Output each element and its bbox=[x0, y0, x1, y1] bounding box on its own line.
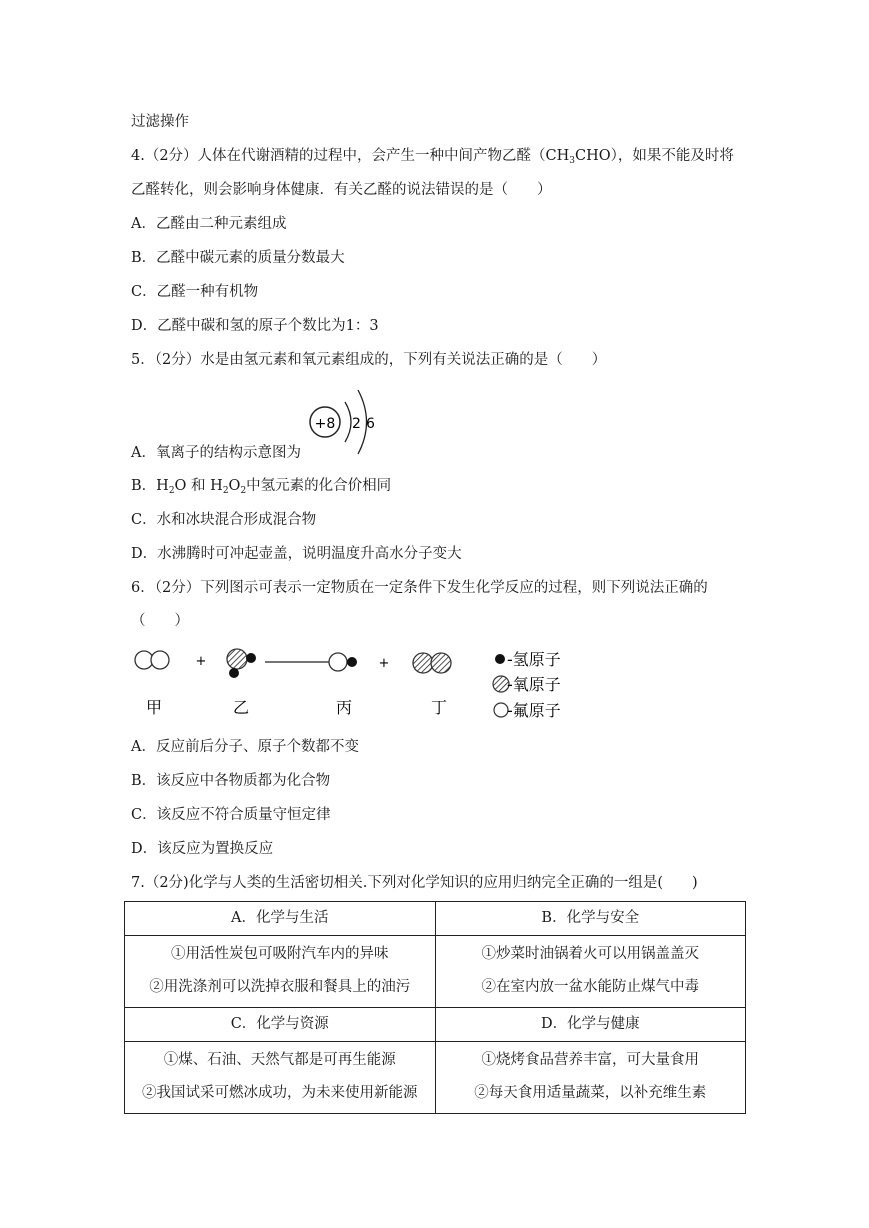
label-bing: 丙 bbox=[335, 698, 353, 717]
q4-stem-line2: 乙醛转化，则会影响身体健康．有关乙醛的说法错误的是（ ） bbox=[131, 182, 552, 198]
cell-c-header: C．化学与资源 bbox=[125, 1008, 436, 1042]
plus-sign-1: + bbox=[195, 654, 207, 669]
q6-stem-line2: （ ） bbox=[131, 613, 189, 629]
legend bbox=[493, 650, 561, 720]
table-row bbox=[125, 936, 746, 1008]
q6-stem-line1: 6．（2分）下列图示可表示一定物质在一定条件下发生化学反应的过程，则下列说法正确的 bbox=[131, 580, 708, 596]
reaction-diagram bbox=[128, 643, 588, 731]
q6-option-b: B．该反应中各物质都为化合物 bbox=[131, 773, 331, 789]
cell-b-header: B．化学与安全 bbox=[435, 902, 746, 936]
q4-option-d: D．乙醛中碳和氢的原子个数比为1：3 bbox=[131, 318, 379, 334]
cell-d-item-1: ①烧烤食品营养丰富，可大量食用 bbox=[481, 1052, 699, 1068]
molecule-bing bbox=[329, 653, 357, 671]
table-row bbox=[125, 1008, 746, 1042]
q5-option-a: A．氧离子的结构示意图为 bbox=[131, 445, 301, 461]
knowledge-table bbox=[124, 901, 746, 1114]
cell-d-header: D．化学与健康 bbox=[435, 1008, 746, 1042]
legend-hydrogen: -氢原子 bbox=[507, 650, 561, 669]
q6-option-c: C．该反应不符合质量守恒定律 bbox=[131, 807, 331, 823]
legend-fluorine-symbol bbox=[494, 703, 508, 717]
q5-option-d: D．水沸腾时可冲起壶盖，说明温度升高水分子变大 bbox=[131, 546, 462, 562]
shell1-electrons: 2 bbox=[352, 416, 361, 432]
q6-option-d: D．该反应为置换反应 bbox=[131, 841, 274, 857]
molecule-yi bbox=[227, 649, 256, 678]
cell-a-header: A．化学与生活 bbox=[125, 902, 436, 936]
table-row bbox=[125, 1042, 746, 1114]
cell-a-item-2: ②用洗涤剂可以洗掉衣服和餐具上的油污 bbox=[149, 979, 411, 995]
plus-sign-2: + bbox=[378, 656, 390, 671]
q7-stem: 7.（2分)化学与人类的生活密切相关.下列对化学知识的应用归纳完全正确的一组是( ) bbox=[131, 875, 698, 891]
q4-option-b: B．乙醛中碳元素的质量分数最大 bbox=[131, 250, 345, 266]
q5-stem: 5．（2分）水是由氢元素和氧元素组成的，下列有关说法正确的是（ ） bbox=[131, 352, 607, 368]
table-row bbox=[125, 902, 746, 936]
cell-d-body bbox=[435, 1042, 746, 1114]
legend-oxygen: -氧原子 bbox=[507, 675, 561, 694]
cell-b-body bbox=[435, 936, 746, 1008]
oxygen-ion-structure-diagram bbox=[305, 382, 385, 462]
label-jia: 甲 bbox=[145, 698, 163, 717]
cell-c-item-2: ②我国试采可燃冰成功，为未来使用新能源 bbox=[142, 1085, 418, 1101]
q6-option-a: A．反应前后分子、原子个数都不变 bbox=[131, 739, 359, 755]
cell-d-item-2: ②每天食用适量蔬菜，以补充维生素 bbox=[474, 1085, 707, 1101]
legend-fluorine: -氟原子 bbox=[507, 701, 561, 720]
q5-option-c: C．水和冰块混合形成混合物 bbox=[131, 512, 317, 528]
label-yi: 乙 bbox=[232, 698, 250, 717]
cell-b-item-2: ②在室内放一盆水能防止煤气中毒 bbox=[481, 979, 699, 995]
molecule-ding bbox=[413, 653, 451, 673]
shell2-electrons: 6 bbox=[366, 416, 375, 432]
cell-c-body bbox=[125, 1042, 436, 1114]
q5-option-b: B．$H_2O$ 和 $H_2O_2$中氢元素的化合价相同 bbox=[131, 478, 392, 496]
shell-arc-1 bbox=[345, 402, 351, 442]
q4-stem-line1: 4.（2分）人体在代谢酒精的过程中，会产生一种中间产物乙醛$(CH_3CHO)$，如果不能及时将 bbox=[131, 148, 734, 166]
molecule-jia bbox=[135, 651, 169, 669]
q4-option-a: A．乙醛由二种元素组成 bbox=[131, 216, 287, 232]
cell-c-item-1: ①煤、石油、天然气都是可再生能源 bbox=[163, 1052, 396, 1068]
nucleus-charge: +8 bbox=[314, 416, 336, 432]
text-fragment: 过滤操作 bbox=[131, 114, 189, 130]
cell-b-item-1: ①炒菜时油锅着火可以用锅盖盖灭 bbox=[481, 946, 699, 962]
cell-a-item-1: ①用活性炭包可吸附汽车内的异味 bbox=[171, 946, 389, 962]
cell-a-body bbox=[125, 936, 436, 1008]
legend-hydrogen-symbol bbox=[495, 654, 505, 664]
label-ding: 丁 bbox=[430, 698, 448, 717]
q4-option-c: C．乙醛一种有机物 bbox=[131, 284, 259, 300]
